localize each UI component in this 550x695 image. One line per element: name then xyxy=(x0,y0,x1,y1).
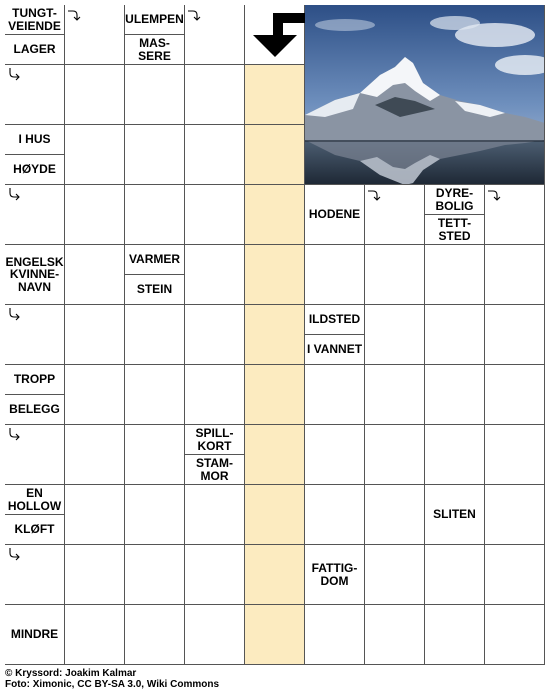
answer-cell[interactable] xyxy=(425,425,485,485)
answer-cell[interactable] xyxy=(365,545,425,605)
answer-cell[interactable] xyxy=(185,605,245,665)
answer-cell[interactable] xyxy=(65,245,125,305)
arrow-down-right-icon xyxy=(7,307,21,321)
clue-c21: SLITEN xyxy=(425,485,485,545)
solution-cell[interactable] xyxy=(245,605,305,665)
clue-c4: MAS- SERE xyxy=(125,35,185,65)
clue-c10: ENGELSK KVINNE- NAVN xyxy=(5,245,65,305)
clue-c7: HODENE xyxy=(305,185,365,245)
clue-c19: EN HOLLOW xyxy=(5,485,65,515)
answer-cell[interactable] xyxy=(185,185,245,245)
clue-c15: TROPP xyxy=(5,365,65,395)
arrow-right-down-icon xyxy=(187,8,201,22)
answer-cell[interactable] xyxy=(185,125,245,185)
answer-cell[interactable] xyxy=(185,65,245,125)
answer-cell[interactable] xyxy=(365,365,425,425)
clue-c17: SPILL- KORT xyxy=(185,425,245,455)
answer-cell[interactable] xyxy=(365,245,425,305)
answer-cell[interactable] xyxy=(365,605,425,665)
answer-cell[interactable] xyxy=(185,545,245,605)
answer-cell[interactable] xyxy=(125,305,185,365)
answer-cell[interactable] xyxy=(485,365,545,425)
arrow-right-down-icon xyxy=(67,8,81,22)
credit-crossword: © Kryssord: Joakim Kalmar xyxy=(5,668,137,679)
clue-c8: DYRE- BOLIG xyxy=(425,185,485,215)
answer-cell[interactable] xyxy=(65,365,125,425)
clue-c22: FATTIG- DOM xyxy=(305,545,365,605)
answer-cell[interactable] xyxy=(485,305,545,365)
answer-cell[interactable] xyxy=(185,365,245,425)
arrow-down-right-icon xyxy=(7,187,21,201)
clue-c16: BELEGG xyxy=(5,395,65,425)
answer-cell[interactable] xyxy=(425,305,485,365)
answer-cell[interactable] xyxy=(425,245,485,305)
answer-cell[interactable] xyxy=(125,605,185,665)
clue-c5: I HUS xyxy=(5,125,65,155)
answer-cell[interactable] xyxy=(485,425,545,485)
solution-cell[interactable] xyxy=(245,485,305,545)
solution-cell[interactable] xyxy=(245,125,305,185)
answer-cell[interactable] xyxy=(125,65,185,125)
answer-cell[interactable] xyxy=(185,305,245,365)
answer-cell[interactable] xyxy=(65,545,125,605)
answer-cell[interactable] xyxy=(305,485,365,545)
arrow-right-down-icon xyxy=(487,188,501,202)
answer-cell[interactable] xyxy=(425,605,485,665)
solution-cell[interactable] xyxy=(245,545,305,605)
answer-cell[interactable] xyxy=(185,485,245,545)
answer-cell[interactable] xyxy=(365,485,425,545)
clue-c14: I VANNET xyxy=(305,335,365,365)
answer-cell[interactable] xyxy=(65,125,125,185)
clue-c3: ULEMPEN xyxy=(125,5,185,35)
answer-cell[interactable] xyxy=(425,365,485,425)
answer-cell[interactable] xyxy=(125,125,185,185)
answer-cell[interactable] xyxy=(305,425,365,485)
answer-cell[interactable] xyxy=(425,545,485,605)
credits xyxy=(5,668,219,690)
answer-cell[interactable] xyxy=(485,245,545,305)
clue-c6: HØYDE xyxy=(5,155,65,185)
credit-photo: Foto: Ximonic, CC BY-SA 3.0, Wiki Commons xyxy=(5,679,220,690)
solution-cell[interactable] xyxy=(245,65,305,125)
answer-cell[interactable] xyxy=(65,65,125,125)
answer-cell[interactable] xyxy=(65,425,125,485)
answer-cell[interactable] xyxy=(65,305,125,365)
answer-cell[interactable] xyxy=(485,605,545,665)
answer-cell[interactable] xyxy=(65,185,125,245)
answer-cell[interactable] xyxy=(125,485,185,545)
answer-cell[interactable] xyxy=(125,365,185,425)
clue-c1: TUNGT- VEIENDE xyxy=(5,5,65,35)
answer-cell[interactable] xyxy=(305,605,365,665)
clue-c2: LAGER xyxy=(5,35,65,65)
clue-c23: MINDRE xyxy=(5,605,65,665)
arrow-right-down-icon xyxy=(367,188,381,202)
arrow-down-right-icon xyxy=(7,427,21,441)
solution-cell[interactable] xyxy=(245,365,305,425)
answer-cell[interactable] xyxy=(185,245,245,305)
answer-cell[interactable] xyxy=(365,425,425,485)
solution-cell[interactable] xyxy=(245,245,305,305)
solution-cell[interactable] xyxy=(245,425,305,485)
answer-cell[interactable] xyxy=(365,305,425,365)
mountain-lake-image xyxy=(305,5,545,185)
clue-c9: TETT- STED xyxy=(425,215,485,245)
answer-cell[interactable] xyxy=(485,485,545,545)
answer-cell[interactable] xyxy=(485,545,545,605)
answer-cell[interactable] xyxy=(305,245,365,305)
arrow-down-right-icon xyxy=(7,67,21,81)
landscape-photo xyxy=(305,5,545,185)
arrow-down-right-icon xyxy=(7,547,21,561)
solution-cell[interactable] xyxy=(245,185,305,245)
clue-c11: VARMER xyxy=(125,245,185,275)
answer-cell[interactable] xyxy=(125,545,185,605)
solution-cell[interactable] xyxy=(245,305,305,365)
clue-c12: STEIN xyxy=(125,275,185,305)
answer-cell[interactable] xyxy=(125,425,185,485)
answer-cell[interactable] xyxy=(65,605,125,665)
answer-cell[interactable] xyxy=(65,485,125,545)
clue-c18: STAM- MOR xyxy=(185,455,245,485)
big-left-down-arrow-icon xyxy=(245,5,305,65)
crossword-board xyxy=(5,5,545,665)
answer-cell[interactable] xyxy=(305,365,365,425)
answer-cell[interactable] xyxy=(125,185,185,245)
clue-c13: ILDSTED xyxy=(305,305,365,335)
clue-c20: KLØFT xyxy=(5,515,65,545)
